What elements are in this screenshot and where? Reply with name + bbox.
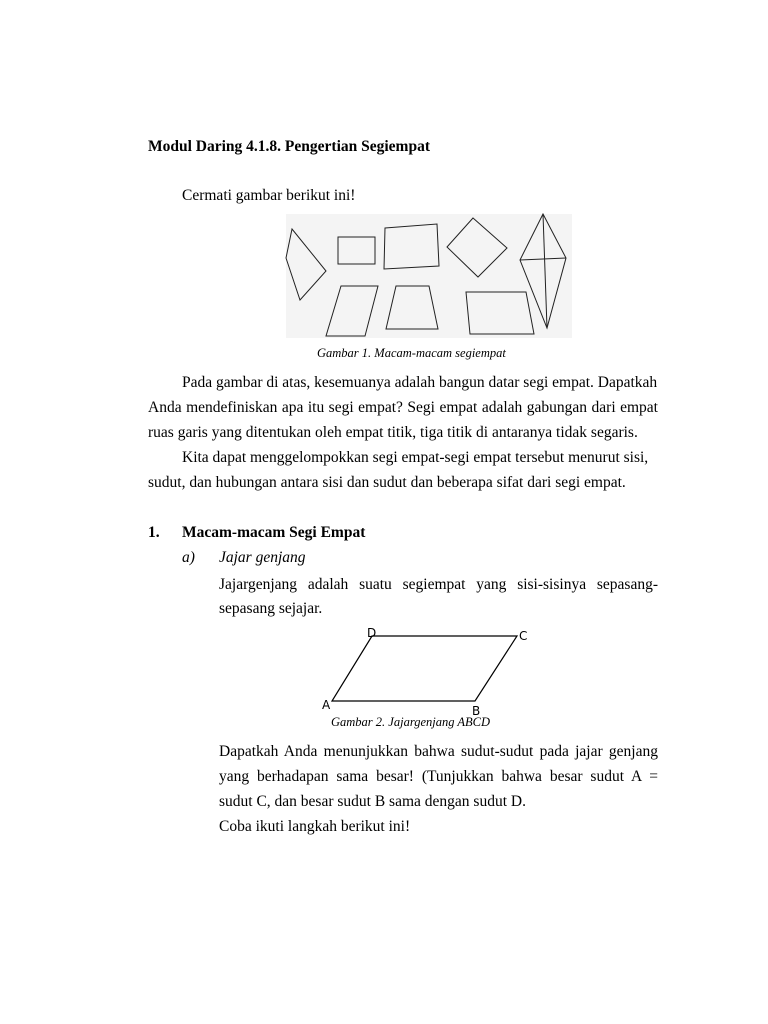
intro-line-5: sudut, dan hubungan antara sisi dan sudut dan beberapa sifat dari segi empat. (148, 474, 626, 491)
figure-parallelogram-abcd (318, 622, 538, 716)
question-line-1: Dapatkah Anda menunjukkan bahwa sudut-sudut pada jajar genjang (219, 743, 658, 760)
definition-line-1: Jajargenjang adalah suatu segiempat yang sisi-sisinya sepasang- (219, 576, 658, 593)
figure2-caption: Gambar 2. Jajargenjang ABCD (331, 715, 491, 729)
figure-quadrilaterals (286, 214, 572, 338)
parallelogram-shape (332, 636, 517, 701)
section-number: 1. (148, 524, 160, 541)
section-heading: Macam-macam Segi Empat (182, 524, 366, 541)
definition-line-2: sepasang sejajar. (219, 600, 323, 617)
subsection-title: Jajar genjang (219, 549, 306, 566)
intro-line-3: ruas garis yang ditentukan oleh empat titik, tiga titik di antaranya tidak segaris. (148, 424, 638, 441)
intro-line-1: Pada gambar di atas, kesemuanya adalah bangun datar segi empat. Dapatkah (182, 374, 658, 391)
question-line-3: sudut C, dan besar sudut B sama dengan sudut D. (219, 793, 526, 810)
page-title: Modul Daring 4.1.8. Pengertian Segiempat (148, 138, 430, 155)
vertex-label-b: B (472, 704, 481, 718)
subsection-marker: a) (182, 549, 195, 566)
vertex-label-a: A (322, 698, 331, 712)
figure-background (286, 214, 572, 338)
question-line-2: yang berhadapan sama besar! (Tunjukkan bahwa besar sudut A = (219, 768, 658, 785)
instruction-text: Cermati gambar berikut ini! (182, 187, 356, 204)
vertex-label-d: D (367, 626, 377, 640)
intro-line-4: Kita dapat menggelompokkan segi empat-segi empat tersebut menurut sisi, (182, 449, 649, 466)
intro-line-2: Anda mendefiniskan apa itu segi empat? Segi empat adalah gabungan dari empat (148, 399, 658, 416)
figure1-caption: Gambar 1. Macam-macam segiempat (317, 346, 506, 360)
question-line-4: Coba ikuti langkah berikut ini! (219, 818, 411, 835)
vertex-label-c: C (519, 629, 528, 643)
